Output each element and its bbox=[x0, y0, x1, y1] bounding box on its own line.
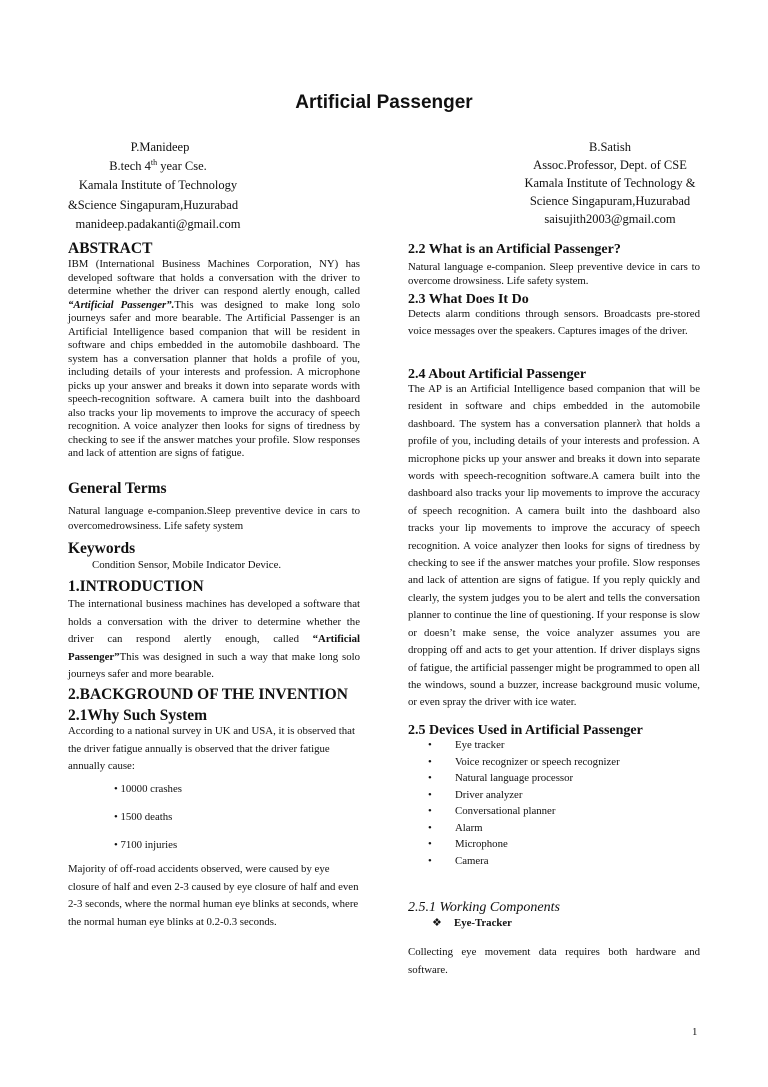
list-item: • Driver analyzer bbox=[428, 788, 523, 801]
list-item: • Microphone bbox=[428, 838, 508, 850]
paper-title: Artificial Passenger bbox=[295, 92, 473, 113]
introduction-text: The international business machines has developed a software that holds a conversation with the driver to determine whether the driver can respond alertly enough, called “Artificial Passenger”This was designed in such a way that make long solo journeys safer and more bearable. bbox=[68, 598, 360, 680]
author-left-inst1: Kamala Institute of Technology bbox=[78, 178, 238, 192]
author-left-name: P.Manideep bbox=[130, 140, 190, 154]
background-heading: 2.BACKGROUND OF THE INVENTION bbox=[68, 686, 348, 703]
author-right-email: saisujith2003@gmail.com bbox=[544, 212, 676, 226]
stat-deaths: • 1500 deaths bbox=[114, 811, 173, 823]
author-right-inst2: Science Singapuram,Huzurabad bbox=[529, 194, 691, 208]
about-text: The AP is an Artificial Intelligence based companion that will be resident in software and chips embedded in the automobile dashboard. The system has a conversation plannerλ that holds a profile of you, including details of your interests and profession. A microphone picks up your answer and breaks it down into separate words with speech-recognition software.A camera built into the dashboard also tracks your lip movements to improve the accuracy of speech recognition. A camera built into the dashboard also tracks your lip movements to improve the accuracy of speech recognition. A voice analyzer then looks for signs of tiredness by checking to see if the answer matches your profile. Slow responses and lack of attention are signs of fatigue. If you reply quickly and clearly, the system judges you to be alert and tells the conversation planner to continue the line of questioning. If your response is slow or doesn’t make sense, the voice analyzer assumes you are dropping off and acts to get your attention. If driver displays signs of fatigue, the artificial passenger might be programmed to open all the windows, sound a buzzer, increase background music volume, or even spray the driver with ice water. bbox=[408, 383, 700, 709]
about-heading: 2.4 About Artificial Passenger bbox=[408, 367, 587, 382]
list-item: • Natural language processor bbox=[428, 772, 574, 784]
what-text: Natural language e-companion. Sleep preventive device in cars to overcome drowsiness. Life safety system. bbox=[408, 261, 700, 287]
why-text: According to a national survey in UK and USA, it is observed that the driver fatigue annually is observed that the driver fatigue annually cause: bbox=[68, 725, 355, 772]
list-item: • Conversational planner bbox=[428, 805, 556, 817]
general-terms-heading: General Terms bbox=[68, 480, 167, 497]
why-heading: 2.1Why Such System bbox=[68, 707, 208, 724]
majority-text: Majority of off-road accidents observed, were caused by eye closure of half and even 2-3 caused by eye closure of half and even 2-3 seconds, where the normal human eye blinks at seconds, where the normal human eye blinks at 0.2-0.3 seconds. bbox=[68, 863, 359, 928]
author-left bbox=[68, 138, 248, 235]
does-heading: 2.3 What Does It Do bbox=[408, 292, 529, 307]
author-right bbox=[512, 138, 708, 228]
diamond-bullet-icon: ❖ bbox=[432, 917, 442, 929]
author-right-role: Assoc.Professor, Dept. of CSE bbox=[533, 158, 687, 172]
devices-heading: 2.5 Devices Used in Artificial Passenger bbox=[408, 723, 643, 738]
introduction-heading: 1.INTRODUCTION bbox=[68, 578, 204, 595]
what-heading: 2.2 What is an Artificial Passenger? bbox=[408, 242, 621, 257]
stat-crashes: • 10000 crashes bbox=[114, 783, 182, 795]
author-left-course: B.tech 4th year Cse. bbox=[109, 157, 207, 173]
eye-tracker-text: Collecting eye movement data requires both hardware and software. bbox=[408, 946, 700, 976]
abstract-text: IBM (International Business Machines Corporation, NY) has developed software that holds a conversation with the driver to determine whether the driver can respond alertly enough, called “Artificial Passenger”.This was designed to make long solo journeys safer and more bearable. The Artificial Passenger is an Artificial Intelligence based companion that will be resident in software and chips embedded in the automobile dashboard. The system has a conversation planner that holds a profile of you, including details of your interests and profession. A microphone picks up your answer and breaks it down into separate words with speech-recognition software. A camera built into the dashboard also tracks your lip movements to improve the accuracy of speech recognition. A voice analyzer then looks for signs of tiredness by checking to see if the answer matches your profile. Slow responses and lack of attention are signs of fatigue. bbox=[68, 258, 360, 459]
author-right-name: B.Satish bbox=[588, 140, 632, 154]
list-item: • Eye tracker bbox=[428, 739, 505, 751]
general-terms-text: Natural language e-companion.Sleep preventive device in cars to overcomedrowsiness. Life safety system bbox=[68, 505, 360, 532]
page-number: 1 bbox=[692, 1026, 698, 1038]
devices-list bbox=[428, 737, 708, 869]
working-components-heading: 2.5.1 Working Components bbox=[408, 900, 560, 915]
list-item: • Alarm bbox=[428, 821, 483, 834]
author-left-inst2: &Science Singapuram,Huzurabad bbox=[68, 197, 239, 212]
author-left-email: manideep.padakanti@gmail.com bbox=[75, 217, 241, 231]
keywords-text: Condition Sensor, Mobile Indicator Device. bbox=[92, 559, 282, 571]
list-item: • Camera bbox=[428, 854, 489, 867]
stat-injuries: • 7100 injuries bbox=[114, 839, 178, 851]
author-right-inst1: Kamala Institute of Technology & bbox=[524, 176, 696, 190]
keywords-heading: Keywords bbox=[68, 540, 136, 557]
abstract-heading: ABSTRACT bbox=[68, 240, 153, 257]
does-text: Detects alarm conditions through sensors. Broadcasts pre-stored voice messages over the speakers. Captures images of the driver. bbox=[408, 308, 700, 337]
eye-tracker-heading: ❖ Eye-Tracker bbox=[432, 917, 512, 929]
list-item: • Voice recognizer or speech recognizer bbox=[428, 755, 620, 768]
